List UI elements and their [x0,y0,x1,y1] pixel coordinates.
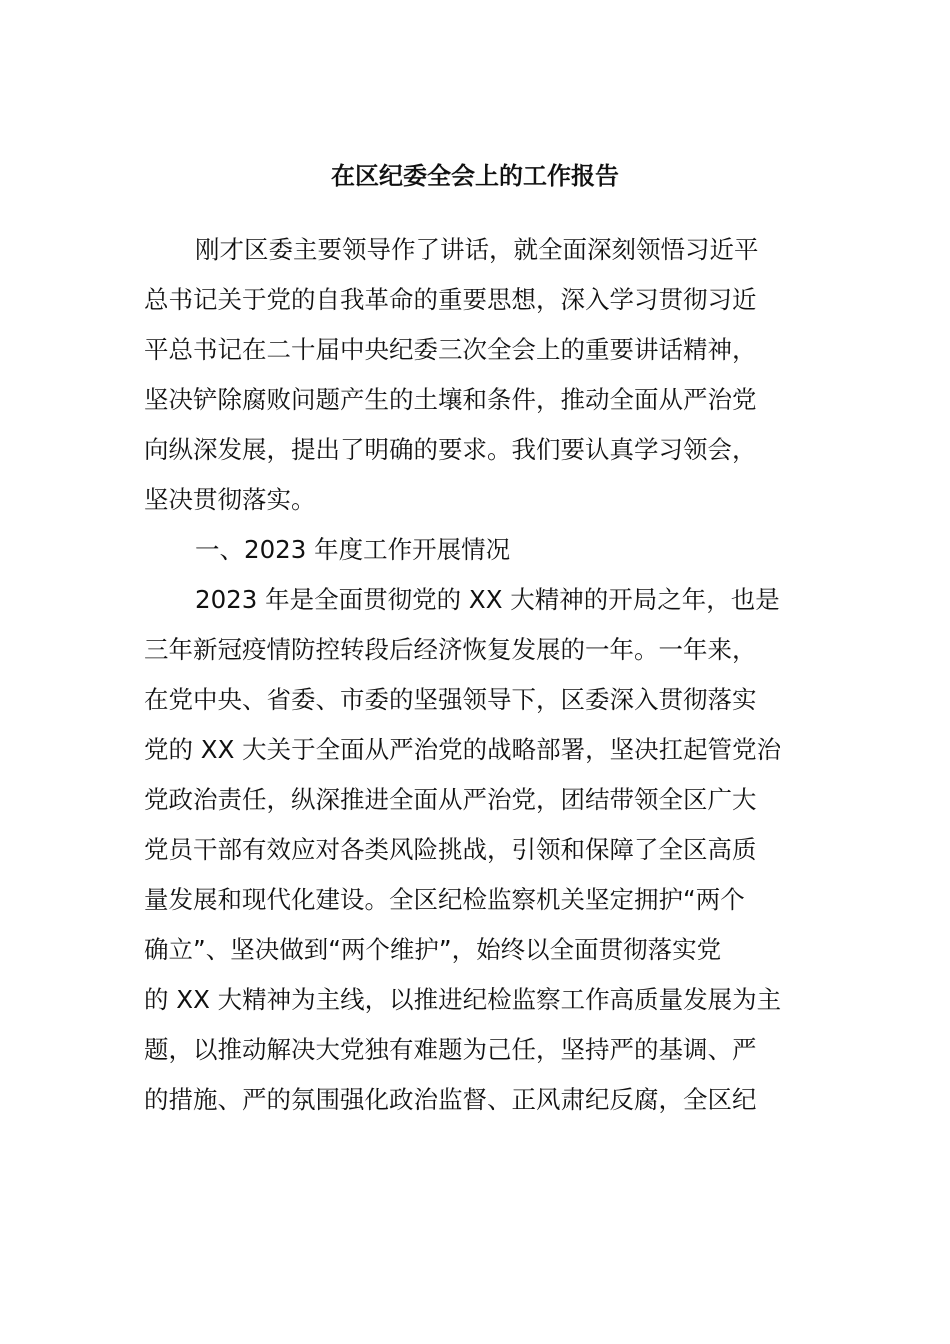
paragraph-2-line-6: 党员干部有效应对各类风险挑战，引领和保障了全区高质 [144,835,757,864]
paragraph-2-line-11: 的措施、严的氛围强化政治监督、正风肃纪反腐，全区纪 [144,1085,757,1114]
paragraph-2-line-10: 题，以推动解决大党独有难题为己任，坚持严的基调、严 [144,1035,757,1064]
paragraph-1-line-6: 坚决贯彻落实。 [144,485,316,514]
paragraph-1-line-5: 向纵深发展，提出了明确的要求。我们要认真学习领会， [144,435,757,464]
document-title: 在区纪委全会上的工作报告 [331,162,619,190]
paragraph-2-line-1: 2023 年是全面贯彻党的 XX 大精神的开局之年，也是 [195,585,780,614]
paragraph-2-line-3: 在党中央、省委、市委的坚强领导下，区委深入贯彻落实 [144,685,757,714]
paragraph-2-line-2: 三年新冠疫情防控转段后经济恢复发展的一年。一年来， [144,635,757,664]
paragraph-1-line-4: 坚决铲除腐败问题产生的土壤和条件，推动全面从严治党 [144,385,757,414]
paragraph-2-line-7: 量发展和现代化建设。全区纪检监察机关坚定拥护“两个 [144,885,745,914]
paragraph-2-line-4: 党的 XX 大关于全面从严治党的战略部署，坚决扛起管党治 [144,735,782,764]
paragraph-2-line-8: 确立”、坚决做到“两个维护”，始终以全面贯彻落实党 [144,935,722,964]
paragraph-2-line-9: 的 XX 大精神为主线，以推进纪检监察工作高质量发展为主 [144,985,782,1014]
paragraph-2-line-5: 党政治责任，纵深推进全面从严治党，团结带领全区广大 [144,785,757,814]
paragraph-1-line-1: 刚才区委主要领导作了讲话，就全面深刻领悟习近平 [195,235,759,264]
paragraph-1-line-2: 总书记关于党的自我革命的重要思想，深入学习贯彻习近 [144,285,757,314]
section-heading-1: 一、2023 年度工作开展情况 [195,535,511,564]
paragraph-1-line-3: 平总书记在二十届中央纪委三次全会上的重要讲话精神， [144,335,757,364]
